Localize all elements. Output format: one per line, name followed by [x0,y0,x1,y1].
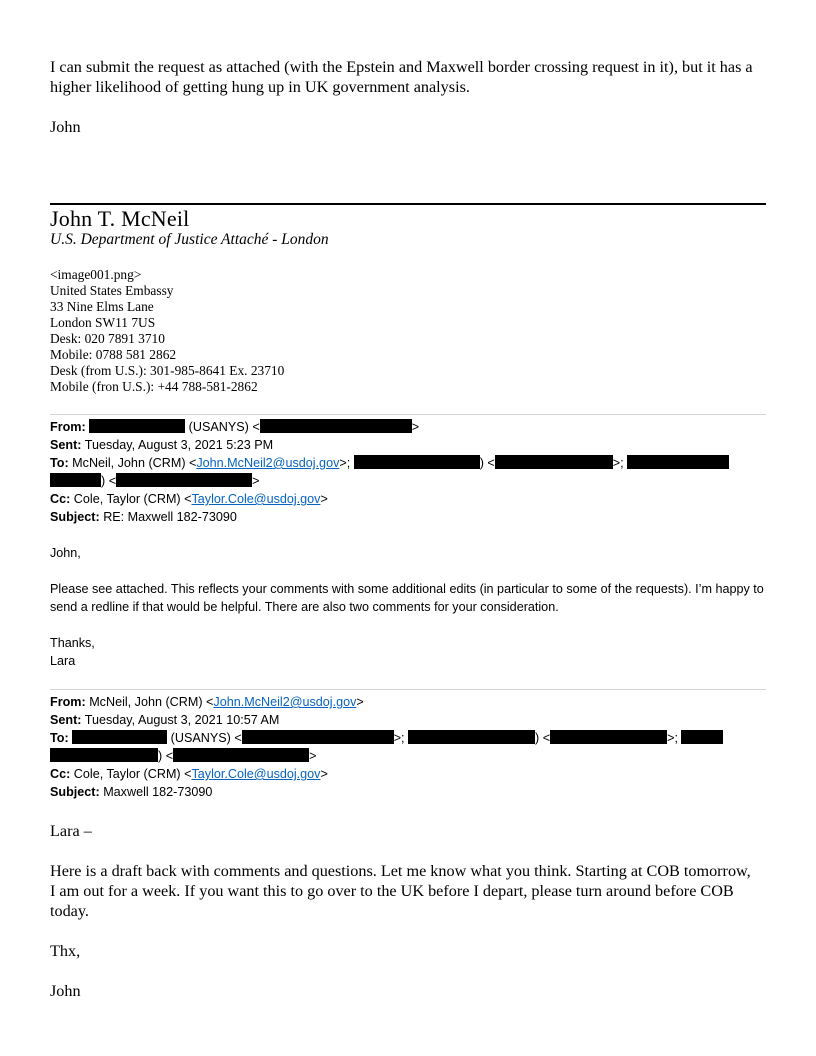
email2-subject-row [50,783,212,801]
signature-line: Mobile: 0788 581 2862 [50,347,177,362]
bracket: > [411,420,420,434]
email-divider [50,414,766,415]
separator: ) < [101,474,117,488]
email1-to-row-cont [50,472,259,490]
email2-to-row-cont [50,747,316,765]
email1-thanks: Thanks, [50,636,95,650]
top-message-paragraph: I can submit the request as attached (with the Epstein and Maxwell border crossing request in it), but it has a higher likelihood of getting hung up in UK government analysis. [50,58,753,96]
cc-label: Cc: [50,767,71,781]
email2-cc-row [50,765,328,783]
redaction-block [50,473,101,487]
to-org: (USANYS) < [167,731,242,745]
email2-to-row [50,729,723,747]
email2-thx: Thx, [50,942,81,960]
subject-value: Maxwell 182-73090 [103,785,213,799]
subject-label: Subject: [50,785,100,799]
signature-image-placeholder: <image001.png> [50,267,142,282]
redaction-block [242,730,394,744]
redaction-block [50,748,158,762]
signature-name: John T. McNeil [50,206,190,231]
email1-greeting: John, [50,546,81,560]
sent-value: Tuesday, August 3, 2021 5:23 PM [84,438,274,452]
email2-sent-row [50,711,279,729]
redaction-block [354,455,480,469]
redaction-block [173,748,309,762]
separator: >; [667,731,682,745]
separator: ) < [535,731,551,745]
cc-label: Cc: [50,492,71,506]
separator: >; [612,456,628,470]
email1-name: Lara [50,654,76,668]
sent-label: Sent: [50,713,82,727]
email1-cc-row [50,490,328,508]
signature-line: London SW11 7US [50,315,156,330]
redaction-block [627,455,729,469]
redaction-block [681,730,723,744]
email1-sent-row [50,436,273,454]
email1-to-row [50,454,729,472]
redaction-block [550,730,667,744]
subject-value: RE: Maxwell 182-73090 [103,510,237,524]
from-org: (USANYS) < [185,420,260,434]
redaction-block [260,419,412,433]
email1-body: Please see attached. This reflects your comments with some additional edits (in particular to some of the requests). I’m happy to send a redline if that would be helpful. There are also two comments for your consideration. [50,582,764,614]
email1-subject-row [50,508,237,526]
signature-divider [50,203,766,205]
redaction-block [72,730,167,744]
redaction-block [495,455,613,469]
email2-greeting: Lara – [50,822,92,840]
redaction-block [116,473,252,487]
from-label: From: [50,420,86,434]
to-label: To: [50,731,69,745]
email2-body: Here is a draft back with comments and questions. Let me know what you think. Starting at COB tomorrow, I am out for a week. If you want this to go over to the UK before I depart, please turn around before COB today. [50,862,751,920]
bracket: > [309,749,317,763]
email1-from-row [50,418,419,436]
signature-title: U.S. Department of Justice Attaché - London [50,231,329,248]
bracket: > [356,695,364,709]
sent-label: Sent: [50,438,82,452]
bracket: > [320,767,328,781]
separator: ) < [479,456,495,470]
cc-name: Cole, Taylor (CRM) < [73,767,192,781]
top-message-signoff: John [50,118,81,136]
signature-line: Desk: 020 7891 3710 [50,331,165,346]
signature-line: 33 Nine Elms Lane [50,299,154,314]
to-name: McNeil, John (CRM) < [72,456,197,470]
sent-value: Tuesday, August 3, 2021 10:57 AM [84,713,280,727]
separator: >; [339,456,354,470]
separator: >; [393,731,409,745]
bracket: > [252,474,260,488]
cc-name: Cole, Taylor (CRM) < [73,492,192,506]
from-email-link[interactable]: John.McNeil2@usdoj.gov [213,695,357,709]
redaction-block [408,730,535,744]
from-name: McNeil, John (CRM) < [89,695,214,709]
email-divider [50,689,766,690]
to-label: To: [50,456,69,470]
email2-from-row [50,693,364,711]
signature-line: United States Embassy [50,283,174,298]
separator: ) < [158,749,174,763]
redaction-block [89,419,185,433]
from-label: From: [50,695,86,709]
email2-name: John [50,982,81,1000]
cc-email-link[interactable]: Taylor.Cole@usdoj.gov [191,492,321,506]
cc-email-link[interactable]: Taylor.Cole@usdoj.gov [191,767,321,781]
subject-label: Subject: [50,510,100,524]
signature-line: Desk (from U.S.): 301-985-8641 Ex. 23710 [50,363,285,378]
signature-line: Mobile (fron U.S.): +44 788-581-2862 [50,379,258,394]
bracket: > [320,492,328,506]
to-email-link[interactable]: John.McNeil2@usdoj.gov [196,456,340,470]
